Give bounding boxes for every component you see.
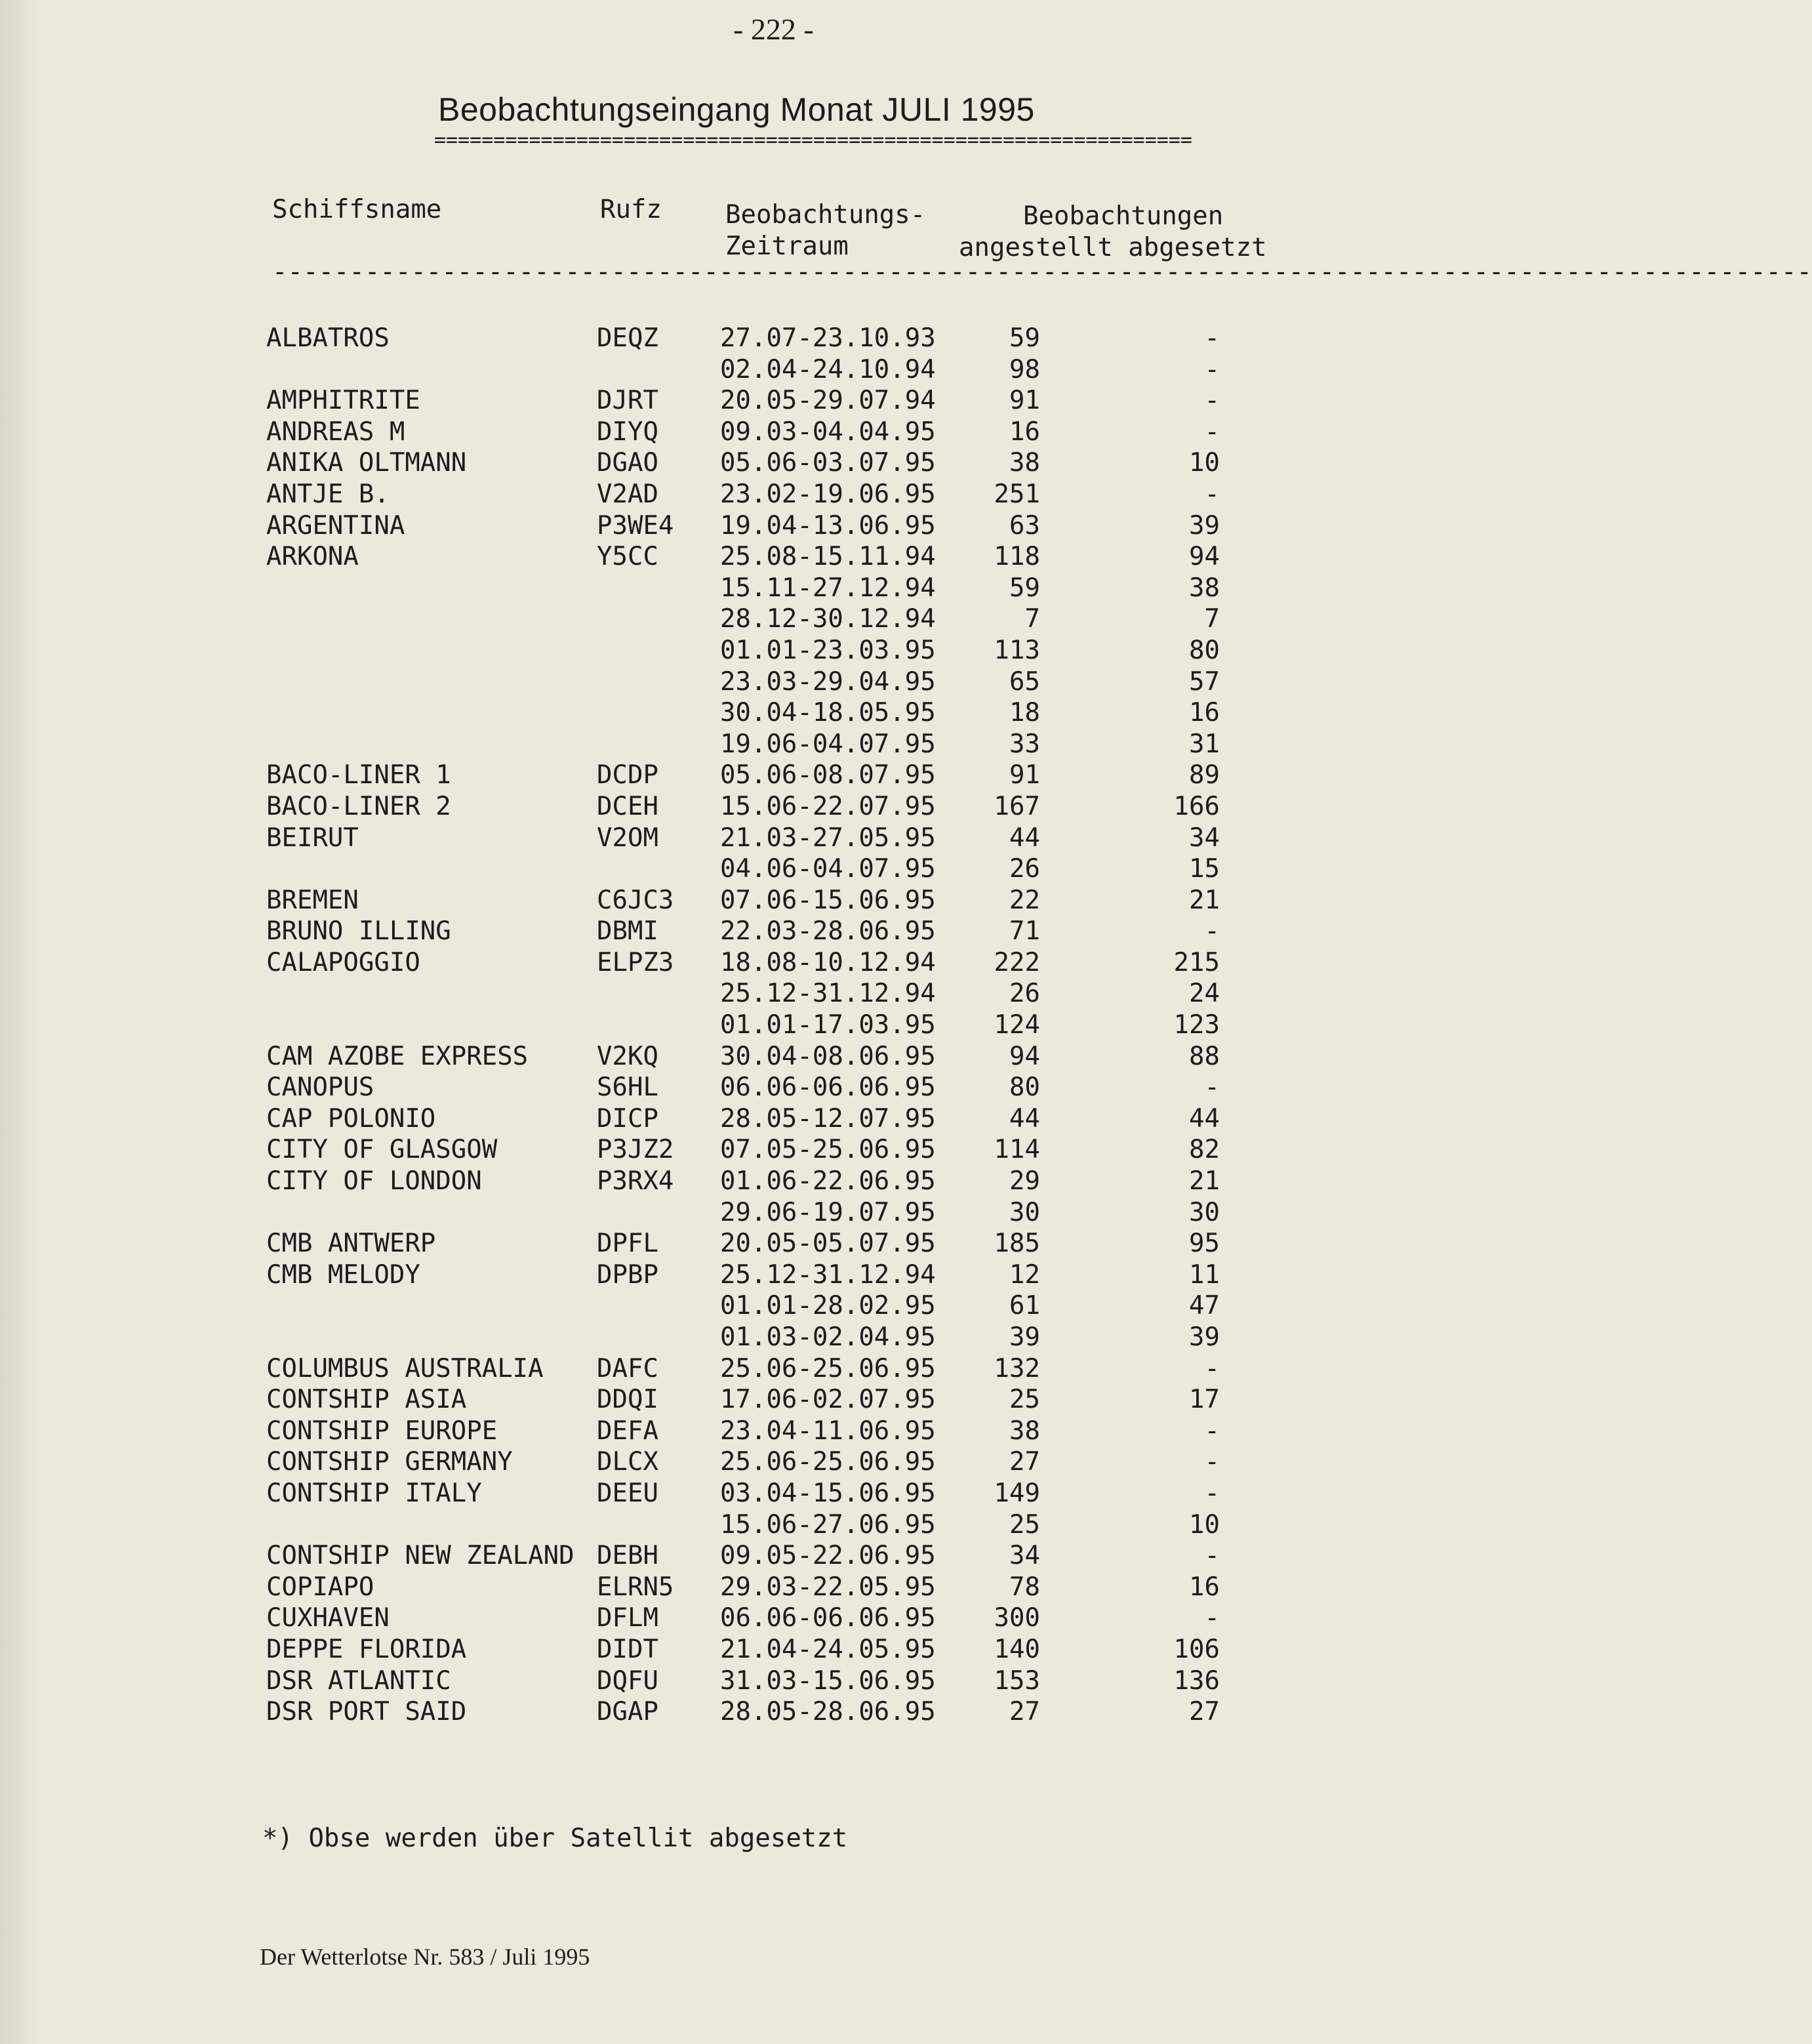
ship-name-cell: ANIKA OLTMANN	[266, 448, 467, 478]
observations-made-cell: 94	[1009, 1041, 1040, 1071]
ship-name-cell: CONTSHIP NEW ZEALAND	[266, 1541, 574, 1571]
table-row	[0, 760, 1367, 791]
period-cell: 30.04-08.06.95	[720, 1041, 936, 1071]
call-sign-cell: DEBH	[597, 1541, 658, 1571]
ship-name-cell: ALBATROS	[266, 323, 390, 353]
observations-made-cell: 153	[994, 1666, 1040, 1696]
observations-sent-cell: -	[1204, 916, 1220, 947]
observations-sent-cell: 39	[1189, 510, 1220, 541]
table-row	[0, 1416, 1367, 1447]
table-row	[0, 1134, 1367, 1166]
table-row	[0, 1041, 1367, 1073]
table-row	[0, 978, 1367, 1010]
period-cell: 25.12-31.12.94	[720, 979, 936, 1009]
observations-sent-cell: 11	[1189, 1259, 1220, 1290]
call-sign-cell: Y5CC	[597, 542, 658, 572]
footnote: *) Obse werden über Satellit abgesetzt	[262, 1824, 848, 1853]
call-sign-cell: ELRN5	[597, 1572, 674, 1602]
ship-name-cell: CMB ANTWERP	[266, 1229, 436, 1259]
table-row	[0, 1446, 1367, 1478]
table-row	[0, 1103, 1367, 1135]
observations-made-cell: 140	[994, 1634, 1040, 1664]
observations-sent-cell: 39	[1189, 1322, 1220, 1352]
period-cell: 23.04-11.06.95	[720, 1416, 936, 1446]
table-row	[0, 385, 1367, 417]
table-row	[0, 1197, 1367, 1229]
call-sign-cell: S6HL	[597, 1073, 658, 1103]
period-cell: 28.05-28.06.95	[720, 1697, 936, 1727]
observations-made-cell: 12	[1009, 1259, 1040, 1290]
period-cell: 07.06-15.06.95	[720, 885, 936, 915]
period-cell: 19.06-04.07.95	[720, 729, 936, 759]
ship-name-cell: CMB MELODY	[266, 1259, 420, 1290]
observations-made-cell: 38	[1009, 448, 1040, 478]
period-cell: 25.06-25.06.95	[720, 1447, 936, 1477]
column-header-name: Schiffsname	[272, 195, 442, 224]
table-row	[0, 1290, 1367, 1322]
table-row	[0, 447, 1367, 479]
period-cell: 19.04-13.06.95	[720, 510, 936, 541]
ship-name-cell: ARKONA	[266, 542, 359, 572]
table-row	[0, 479, 1367, 510]
observations-sent-cell: 10	[1189, 1509, 1220, 1540]
table-row	[0, 1259, 1367, 1291]
call-sign-cell: DEEU	[597, 1478, 658, 1508]
observations-sent-cell: -	[1204, 417, 1220, 447]
observations-sent-cell: 80	[1189, 635, 1220, 665]
table-row	[0, 823, 1367, 854]
header-rule: ----------------------------------------------------------------------------------------------------	[272, 257, 1812, 287]
observations-made-cell: 98	[1009, 354, 1040, 384]
period-cell: 02.04-24.10.94	[720, 354, 936, 384]
call-sign-cell: DICP	[597, 1103, 658, 1134]
period-cell: 21.03-27.05.95	[720, 823, 936, 853]
observations-made-cell: 185	[994, 1229, 1040, 1259]
call-sign-cell: P3RX4	[597, 1166, 674, 1196]
period-cell: 28.05-12.07.95	[720, 1103, 936, 1134]
ship-name-cell: CANOPUS	[266, 1073, 374, 1103]
table-row	[0, 1666, 1367, 1697]
observations-sent-cell: 95	[1189, 1229, 1220, 1259]
observations-sent-cell: 21	[1189, 1166, 1220, 1196]
page-number: - 222 -	[733, 12, 814, 46]
column-header-observations-line2: angestellt abgesetzt	[959, 233, 1267, 262]
period-cell: 21.04-24.05.95	[720, 1634, 936, 1664]
observations-made-cell: 22	[1009, 885, 1040, 915]
period-cell: 07.05-25.06.95	[720, 1135, 936, 1165]
column-header-call-sign: Rufz	[600, 195, 662, 224]
observations-sent-cell: 38	[1189, 573, 1220, 603]
ship-name-cell: BRUNO ILLING	[266, 916, 451, 947]
table-row	[0, 1010, 1367, 1041]
observations-made-cell: 16	[1009, 417, 1040, 447]
table-row	[0, 573, 1367, 604]
period-cell: 31.03-15.06.95	[720, 1666, 936, 1696]
table-row	[0, 1228, 1367, 1259]
table-row	[0, 1696, 1367, 1728]
period-cell: 23.02-19.06.95	[720, 479, 936, 509]
observations-made-cell: 167	[994, 791, 1040, 821]
period-cell: 01.06-22.06.95	[720, 1166, 936, 1196]
ship-name-cell: CONTSHIP ITALY	[266, 1478, 482, 1508]
call-sign-cell: V2AD	[597, 479, 658, 509]
observations-made-cell: 63	[1009, 510, 1040, 541]
call-sign-cell: DGAP	[597, 1697, 658, 1727]
call-sign-cell: DCEH	[597, 791, 658, 821]
call-sign-cell: V2OM	[597, 823, 658, 853]
observations-sent-cell: 82	[1189, 1135, 1220, 1165]
column-header-period-line1: Beobachtungs-	[725, 200, 926, 230]
period-cell: 01.01-17.03.95	[720, 1010, 936, 1040]
observations-sent-cell: -	[1204, 386, 1220, 416]
call-sign-cell: DFLM	[597, 1603, 658, 1633]
observations-sent-cell: 30	[1189, 1197, 1220, 1227]
observations-sent-cell: -	[1204, 1541, 1220, 1571]
observations-made-cell: 30	[1009, 1197, 1040, 1227]
ship-name-cell: ANDREAS M	[266, 417, 405, 447]
call-sign-cell: DCDP	[597, 760, 658, 790]
call-sign-cell: DEQZ	[597, 323, 658, 353]
table-row	[0, 323, 1367, 354]
call-sign-cell: P3WE4	[597, 510, 674, 541]
observations-made-cell: 113	[994, 635, 1040, 665]
ship-name-cell: CAM AZOBE EXPRESS	[266, 1041, 529, 1071]
call-sign-cell: C6JC3	[597, 885, 674, 915]
title-underline: ================================================================	[434, 129, 1192, 152]
period-cell: 29.03-22.05.95	[720, 1572, 936, 1602]
period-cell: 01.03-02.04.95	[720, 1322, 936, 1352]
observations-sent-cell: -	[1204, 1416, 1220, 1446]
observations-made-cell: 26	[1009, 854, 1040, 884]
column-header-period-line2: Zeitraum	[725, 232, 849, 261]
observations-made-cell: 7	[1024, 604, 1040, 634]
table-row	[0, 1353, 1367, 1385]
call-sign-cell: DQFU	[597, 1666, 658, 1696]
observations-sent-cell: 24	[1189, 979, 1220, 1009]
observations-sent-cell: 215	[1173, 947, 1220, 977]
period-cell: 06.06-06.06.95	[720, 1603, 936, 1633]
observations-sent-cell: 7	[1204, 604, 1220, 634]
page-title: Beobachtungseingang Monat JULI 1995	[438, 91, 1035, 128]
period-cell: 28.12-30.12.94	[720, 604, 936, 634]
period-cell: 15.06-27.06.95	[720, 1509, 936, 1540]
call-sign-cell: P3JZ2	[597, 1135, 674, 1165]
observations-sent-cell: -	[1204, 1073, 1220, 1103]
observations-made-cell: 71	[1009, 916, 1040, 947]
column-header-observations-line1: Beobachtungen	[1023, 201, 1224, 231]
table-row	[0, 697, 1367, 729]
observations-sent-cell: -	[1204, 354, 1220, 384]
observations-sent-cell: -	[1204, 1353, 1220, 1383]
observations-sent-cell: 136	[1173, 1666, 1220, 1696]
footer-citation: Der Wetterlotse Nr. 583 / Juli 1995	[260, 1944, 590, 1970]
table-row	[0, 1384, 1367, 1416]
period-cell: 25.12-31.12.94	[720, 1259, 936, 1290]
ship-name-cell: CITY OF LONDON	[266, 1166, 482, 1196]
observations-sent-cell: -	[1204, 1603, 1220, 1633]
observations-sent-cell: 34	[1189, 823, 1220, 853]
call-sign-cell: DJRT	[597, 386, 658, 416]
observations-made-cell: 78	[1009, 1572, 1040, 1602]
observations-sent-cell: 106	[1173, 1634, 1220, 1664]
ship-name-cell: ANTJE B.	[266, 479, 390, 509]
table-row	[0, 1634, 1367, 1666]
period-cell: 15.11-27.12.94	[720, 573, 936, 603]
period-cell: 04.06-04.07.95	[720, 854, 936, 884]
table-row	[0, 1322, 1367, 1353]
ship-name-cell: COLUMBUS AUSTRALIA	[266, 1353, 544, 1383]
observations-made-cell: 25	[1009, 1509, 1040, 1540]
period-cell: 17.06-02.07.95	[720, 1385, 936, 1415]
ship-name-cell: BACO-LINER 2	[266, 791, 451, 821]
call-sign-cell: DGAO	[597, 448, 658, 478]
observations-sent-cell: -	[1204, 1447, 1220, 1477]
ship-name-cell: COPIAPO	[266, 1572, 374, 1602]
ship-name-cell: CALAPOGGIO	[266, 947, 420, 977]
observations-sent-cell: 16	[1189, 1572, 1220, 1602]
ship-name-cell: BACO-LINER 1	[266, 760, 451, 790]
period-cell: 18.08-10.12.94	[720, 947, 936, 977]
observations-made-cell: 34	[1009, 1541, 1040, 1571]
observations-made-cell: 44	[1009, 1103, 1040, 1134]
period-cell: 05.06-08.07.95	[720, 760, 936, 790]
ship-name-cell: CONTSHIP EUROPE	[266, 1416, 498, 1446]
observations-made-cell: 44	[1009, 823, 1040, 853]
observations-made-cell: 39	[1009, 1322, 1040, 1352]
observations-sent-cell: -	[1204, 323, 1220, 353]
period-cell: 15.06-22.07.95	[720, 791, 936, 821]
call-sign-cell: DIYQ	[597, 417, 658, 447]
call-sign-cell: DLCX	[597, 1447, 658, 1477]
table-row	[0, 791, 1367, 823]
period-cell: 29.06-19.07.95	[720, 1197, 936, 1227]
period-cell: 23.03-29.04.95	[720, 666, 936, 697]
call-sign-cell: DAFC	[597, 1353, 658, 1383]
observations-sent-cell: 123	[1173, 1010, 1220, 1040]
observations-made-cell: 132	[994, 1353, 1040, 1383]
period-cell: 03.04-15.06.95	[720, 1478, 936, 1508]
observations-made-cell: 29	[1009, 1166, 1040, 1196]
observations-made-cell: 91	[1009, 386, 1040, 416]
period-cell: 25.08-15.11.94	[720, 542, 936, 572]
observations-made-cell: 118	[994, 542, 1040, 572]
call-sign-cell: DDQI	[597, 1385, 658, 1415]
observations-made-cell: 33	[1009, 729, 1040, 759]
period-cell: 20.05-05.07.95	[720, 1229, 936, 1259]
observations-sent-cell: 16	[1189, 698, 1220, 728]
observations-sent-cell: 31	[1189, 729, 1220, 759]
observations-sent-cell: 57	[1189, 666, 1220, 697]
period-cell: 22.03-28.06.95	[720, 916, 936, 947]
ship-name-cell: ARGENTINA	[266, 510, 405, 541]
observations-sent-cell: 21	[1189, 885, 1220, 915]
table-row	[0, 541, 1367, 573]
observations-sent-cell: 44	[1189, 1103, 1220, 1134]
observation-table	[0, 323, 1367, 1728]
observations-made-cell: 38	[1009, 1416, 1040, 1446]
observations-made-cell: 26	[1009, 979, 1040, 1009]
table-row	[0, 1166, 1367, 1197]
observations-made-cell: 80	[1009, 1073, 1040, 1103]
table-row	[0, 1572, 1367, 1603]
ship-name-cell: CONTSHIP ASIA	[266, 1385, 467, 1415]
table-row	[0, 1509, 1367, 1541]
ship-name-cell: CITY OF GLASGOW	[266, 1135, 498, 1165]
observations-made-cell: 222	[994, 947, 1040, 977]
observations-sent-cell: 166	[1173, 791, 1220, 821]
observations-made-cell: 25	[1009, 1385, 1040, 1415]
ship-name-cell: DEPPE FLORIDA	[266, 1634, 467, 1664]
observations-made-cell: 59	[1009, 323, 1040, 353]
ship-name-cell: CAP POLONIO	[266, 1103, 436, 1134]
observations-made-cell: 300	[994, 1603, 1040, 1633]
observations-sent-cell: 89	[1189, 760, 1220, 790]
call-sign-cell: DEFA	[597, 1416, 658, 1446]
period-cell: 30.04-18.05.95	[720, 698, 936, 728]
ship-name-cell: DSR PORT SAID	[266, 1697, 467, 1727]
period-cell: 25.06-25.06.95	[720, 1353, 936, 1383]
table-row	[0, 417, 1367, 448]
table-row	[0, 635, 1367, 666]
call-sign-cell: DPBP	[597, 1259, 658, 1290]
table-row	[0, 853, 1367, 885]
period-cell: 09.05-22.06.95	[720, 1541, 936, 1571]
table-row	[0, 885, 1367, 916]
observations-made-cell: 65	[1009, 666, 1040, 697]
call-sign-cell: DPFL	[597, 1229, 658, 1259]
period-cell: 20.05-29.07.94	[720, 386, 936, 416]
call-sign-cell: V2KQ	[597, 1041, 658, 1071]
observations-sent-cell: 88	[1189, 1041, 1220, 1071]
table-row	[0, 1478, 1367, 1509]
period-cell: 01.01-28.02.95	[720, 1291, 936, 1321]
observations-made-cell: 114	[994, 1135, 1040, 1165]
table-row	[0, 1603, 1367, 1634]
period-cell: 01.01-23.03.95	[720, 635, 936, 665]
table-row	[0, 666, 1367, 698]
call-sign-cell: DIDT	[597, 1634, 658, 1664]
table-row	[0, 916, 1367, 947]
observations-made-cell: 18	[1009, 698, 1040, 728]
observations-sent-cell: 10	[1189, 448, 1220, 478]
ship-name-cell: CUXHAVEN	[266, 1603, 390, 1633]
observations-made-cell: 124	[994, 1010, 1040, 1040]
table-row	[0, 947, 1367, 979]
observations-made-cell: 251	[994, 479, 1040, 509]
period-cell: 05.06-03.07.95	[720, 448, 936, 478]
observations-made-cell: 149	[994, 1478, 1040, 1508]
period-cell: 09.03-04.04.95	[720, 417, 936, 447]
observations-made-cell: 27	[1009, 1697, 1040, 1727]
ship-name-cell: DSR ATLANTIC	[266, 1666, 451, 1696]
period-cell: 06.06-06.06.95	[720, 1073, 936, 1103]
period-cell: 27.07-23.10.93	[720, 323, 936, 353]
ship-name-cell: BEIRUT	[266, 823, 359, 853]
table-row	[0, 1540, 1367, 1572]
table-row	[0, 1072, 1367, 1103]
call-sign-cell: ELPZ3	[597, 947, 674, 977]
observations-made-cell: 61	[1009, 1291, 1040, 1321]
observations-made-cell: 59	[1009, 573, 1040, 603]
ship-name-cell: CONTSHIP GERMANY	[266, 1447, 513, 1477]
observations-sent-cell: -	[1204, 1478, 1220, 1508]
call-sign-cell: DBMI	[597, 916, 658, 947]
table-row	[0, 729, 1367, 760]
table-row	[0, 603, 1367, 635]
observations-made-cell: 27	[1009, 1447, 1040, 1477]
observations-sent-cell: 94	[1189, 542, 1220, 572]
observations-sent-cell: 47	[1189, 1291, 1220, 1321]
ship-name-cell: AMPHITRITE	[266, 386, 420, 416]
observations-sent-cell: 15	[1189, 854, 1220, 884]
table-row	[0, 354, 1367, 386]
observations-sent-cell: -	[1204, 479, 1220, 509]
table-row	[0, 510, 1367, 542]
ship-name-cell: BREMEN	[266, 885, 359, 915]
observations-made-cell: 91	[1009, 760, 1040, 790]
observations-sent-cell: 17	[1189, 1385, 1220, 1415]
observations-sent-cell: 27	[1189, 1697, 1220, 1727]
